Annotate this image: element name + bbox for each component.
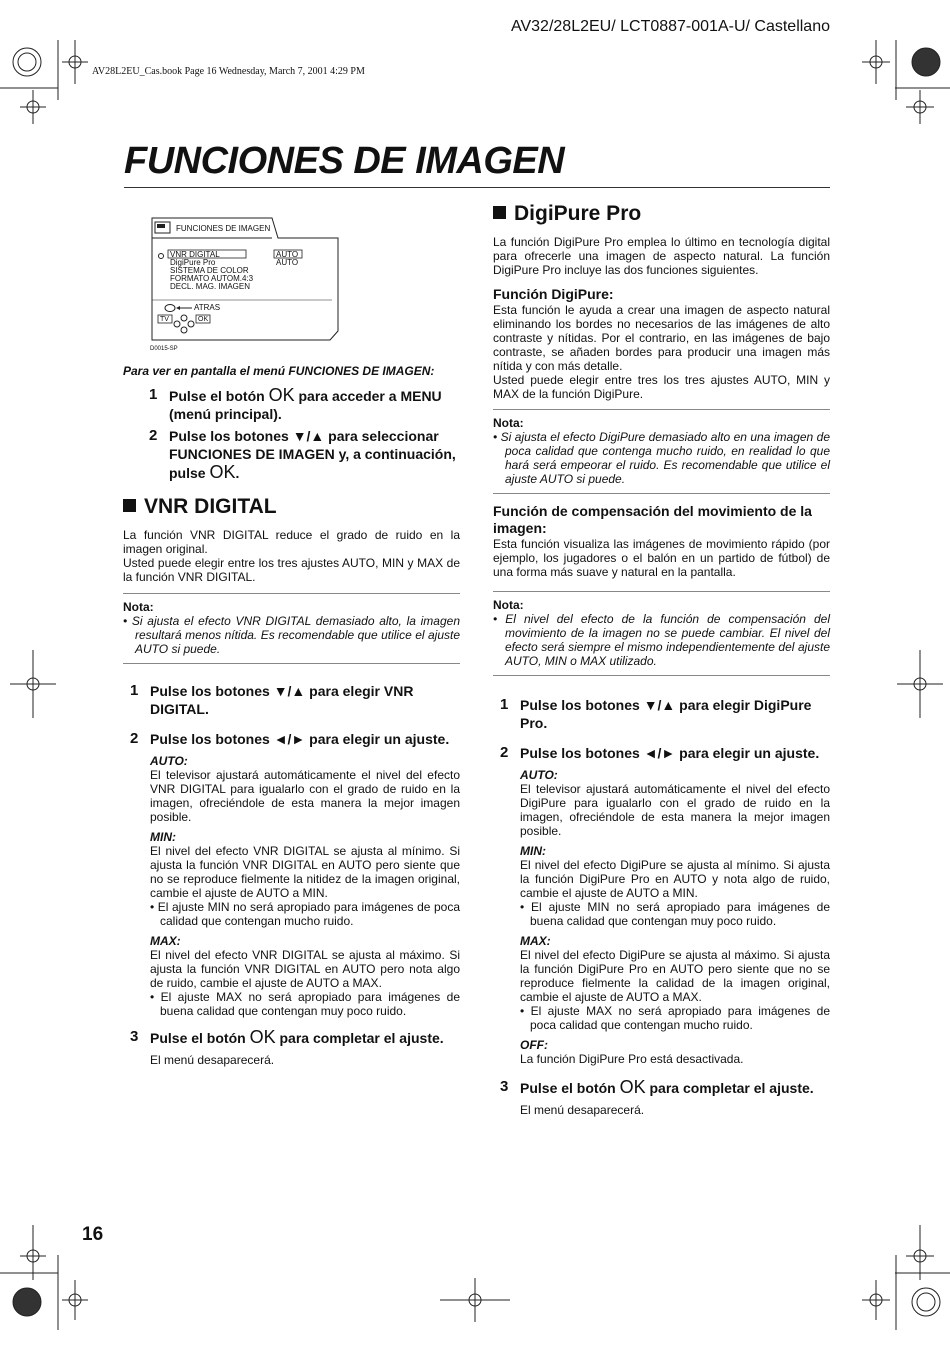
digipure-settings [493,768,830,1066]
sub-paragraph: Esta función visualiza las imágenes de movimiento rápido (por ejemplo, los jugadores o el balón en un partido de fútbol) de una forma más suave y natural en la pantalla. [493,537,830,579]
step-text: para acceder a MENU (menú principal). [169,388,442,422]
note-text: • El nivel del efecto de la función de compensación del movimiento de la imagen no se puede cambiar. El nivel del efecto será siempre el mismo independientemente del ajuste AUTO, MIN o MAX utilizado. [493,612,830,668]
setting-bullet: • El ajuste MIN no será apropiado para imágenes de poca calidad que contengan mucho ruido. [150,900,460,928]
setting-label-min: MIN: [520,844,546,858]
menu-tv-label: TV [160,316,169,323]
menu-ok-label: OK [198,316,209,323]
right-column [493,201,830,1117]
intro-step-2 [149,427,460,482]
menu-item: DigiPure Pro [170,258,216,267]
section-heading-vnr [123,494,460,520]
ok-button-glyph: OK [619,1077,646,1097]
note-box [493,591,830,676]
menu-tab-label: FUNCIONES DE IMAGEN [176,224,271,233]
step-text: Pulse el botón [169,388,269,404]
step-text: Pulse los botones ◄/► para elegir un ajuste. [150,731,450,747]
title-rule [124,187,830,188]
document-reference: AV32/28L2EU/ LCT0887-001A-U/ Castellano [511,18,830,35]
setting-text: La función DigiPure Pro está desactivada. [520,1052,744,1066]
menu-item: SISTEMA DE COLOR [170,266,249,275]
intro-step-1 [149,386,460,423]
section-heading-digipure [493,201,830,227]
setting-bullet: • El ajuste MAX no será apropiado para imágenes de buena calidad que contengan muy poco ruido. [150,990,460,1018]
setting-text: El nivel del efecto DigiPure se ajusta al máximo. Si ajusta la función DigiPure Pro en AUTO pero siente que no se reproduce fielmente la calidad de la imagen original, cambie el ajuste de AUTO a MAX. [520,948,830,1004]
note-box [493,409,830,494]
setting-label-auto: AUTO: [150,754,188,768]
step-note: El menú desaparecerá. [520,1103,645,1117]
setting-text: El nivel del efecto DigiPure se ajusta al mínimo. Si ajusta la función DigiPure Pro en AUTO y nota algo de ruido, cambie el ajuste de AUTO a MIN. [520,858,830,900]
menu-item: FORMATO AUTOM.4:3 [170,274,254,283]
setting-text: El nivel del efecto VNR DIGITAL se ajusta al mínimo. Si ajusta la función VNR DIGITAL en AUTO pero siente que no se reproduce fielmente la nitidez de la imagen original, cambie el ajuste de AUTO a MIN. [150,844,460,900]
ok-button-glyph: OK [209,462,236,482]
step-number: 3 [130,1028,139,1045]
setting-bullet: • El ajuste MAX no será apropiado para imágenes de poca calidad que contengan mucho ruido. [520,1004,830,1032]
step-text: Pulse el botón [150,1030,250,1046]
note-title: Nota: [493,598,524,612]
step-number: 1 [149,386,158,403]
page-number: 16 [82,1224,104,1245]
menu-item: DECL. MAG. IMAGEN [170,282,251,291]
setting-label-max: MAX: [150,934,181,948]
step-number: 2 [130,730,139,747]
step-text: . [235,465,240,481]
ok-button-glyph: OK [268,385,295,405]
setting-bullet: • El ajuste MIN no será apropiado para imágenes de buena calidad que contengan muy poco ruido. [520,900,830,928]
setting-text: El televisor ajustará automáticamente el nivel del efecto DigiPure para igualarlo con el grado de ruido en la imagen, ofreciéndole de esta manera la mejor imagen posible. [520,782,830,838]
bullet-square-icon [123,499,136,512]
setting-label-max: MAX: [520,934,551,948]
step-text: Pulse el botón [520,1080,620,1096]
file-info: AV28L2EU_Cas.book Page 16 Wednesday, March 7, 2001 4:29 PM [92,66,365,77]
step-text: para completar el ajuste. [645,1080,814,1096]
menu-value: AUTO [276,250,299,259]
step-note: El menú desaparecerá. [150,1053,275,1067]
ok-button-glyph: OK [249,1027,276,1047]
sub-paragraph: Esta función le ayuda a crear una imagen de aspecto natural eliminando los bordes no necesarios de las imágenes de alto contraste y nítidas. Por el contrario, en las imágenes de bajo contraste, se añaden bordes para producir una imagen más nítida y con más detalle. [493,303,830,373]
setting-label-auto: AUTO: [520,768,558,782]
step-number: 2 [149,427,158,444]
section-title: DigiPure Pro [514,202,642,225]
step-text: Pulse los botones ▼/▲ para elegir DigiPure Pro. [520,697,812,731]
digipure-step-1 [493,696,830,732]
step-number: 2 [500,744,509,761]
vnr-step-1 [123,682,460,718]
vnr-step-2 [123,730,460,748]
note-text: • Si ajusta el efecto DigiPure demasiado alto en una imagen de poca calidad que contenga mucho ruido, en realidad lo que hará será empeorar el ruido. Es recomendable que utilice el ajuste AUTO si puede. [493,430,830,486]
step-text: Pulse los botones ◄/► para elegir un ajuste. [520,745,820,761]
figure-code: D0015-SP [150,346,178,352]
bullet-square-icon [493,206,506,219]
menu-back-label: ATRAS [194,303,221,312]
subheading-digipure: Función DigiPure: [493,286,614,302]
subheading-motion: Función de compensación del movimiento de la imagen: [493,503,812,536]
section-paragraph: La función DigiPure Pro emplea lo último en tecnología digital para ofrecerle una imagen de aspecto natural. La función DigiPure Pro incluye las dos funciones siguientes. [493,235,830,277]
note-title: Nota: [493,416,524,430]
section-paragraph: Usted puede elegir entre los tres ajustes AUTO, MIN y MAX de la función VNR DIGITAL. [123,556,460,584]
left-column [123,364,460,1067]
note-text: • Si ajusta el efecto VNR DIGITAL demasiado alto, la imagen resultará menos nítida. Es recomendable que utilice el ajuste AUTO si puede. [123,614,460,656]
menu-value: AUTO [276,258,299,267]
step-number: 1 [500,696,509,713]
note-title: Nota: [123,600,154,614]
setting-label-off: OFF: [520,1038,548,1052]
digipure-step-3 [493,1078,830,1097]
step-text: Pulse los botones ▼/▲ para seleccionar FUNCIONES DE IMAGEN y, a continuación, pulse [169,428,456,481]
setting-label-min: MIN: [150,830,176,844]
vnr-step-3 [123,1028,460,1047]
vnr-settings [123,754,460,1018]
menu-intro: Para ver en pantalla el menú FUNCIONES DE IMAGEN: [123,364,435,378]
menu-screen-illustration [150,216,340,352]
setting-text: El televisor ajustará automáticamente el nivel del efecto VNR DIGITAL para igualarlo con el grado de ruido en la imagen, ofreciéndole de esta manera la mejor imagen posible. [150,768,460,824]
page-title: FUNCIONES DE IMAGEN [124,140,565,182]
section-paragraph: La función VNR DIGITAL reduce el grado de ruido en la imagen original. [123,528,460,556]
step-number: 1 [130,682,139,699]
step-number: 3 [500,1078,509,1095]
digipure-step-2 [493,744,830,762]
section-title: VNR DIGITAL [144,495,277,518]
step-text: para completar el ajuste. [275,1030,444,1046]
step-text: Pulse los botones ▼/▲ para elegir VNR DIGITAL. [150,683,414,717]
setting-text: El nivel del efecto VNR DIGITAL se ajusta al máximo. Si ajusta la función VNR DIGITAL en AUTO pero nota algo de ruido, cambie el ajuste de AUTO a MAX. [150,948,460,990]
menu-item: VNR DIGITAL [170,250,220,259]
sub-paragraph: Usted puede elegir entre tres los tres ajustes AUTO, MIN y MAX de la función DigiPure. [493,373,830,401]
note-box [123,593,460,664]
